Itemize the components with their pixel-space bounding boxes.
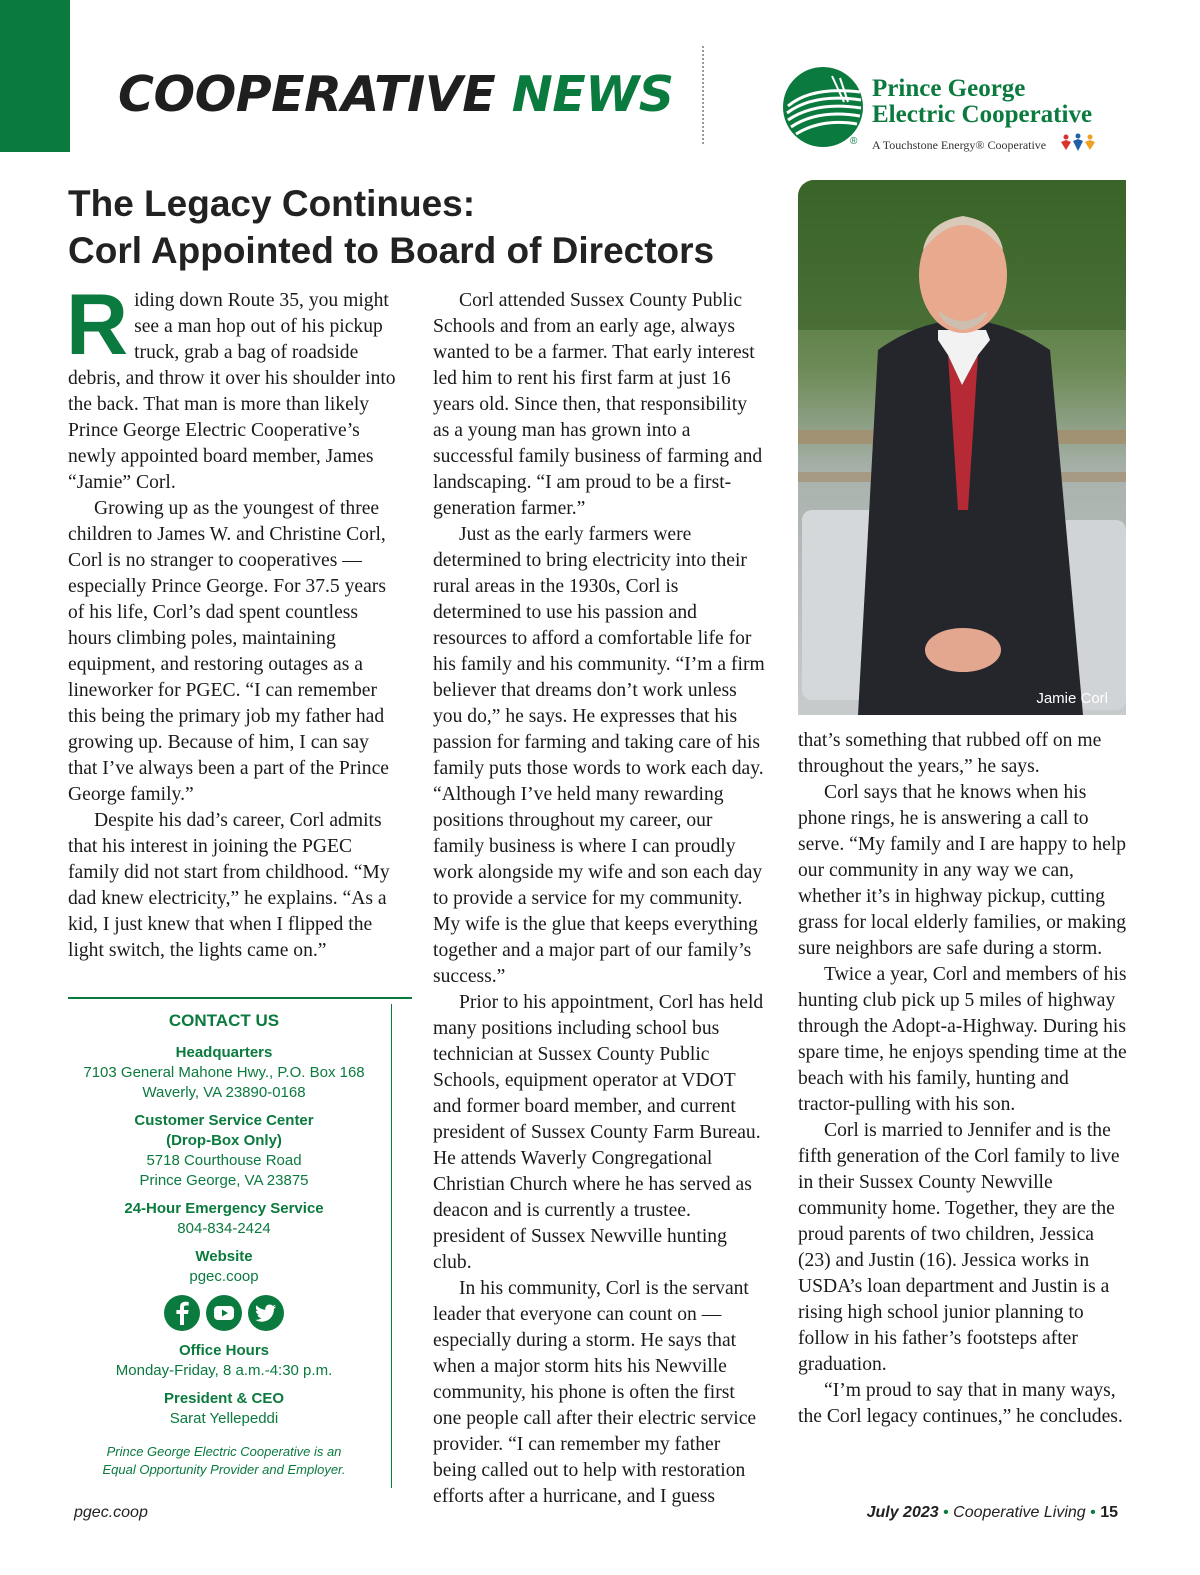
article-paragraph: Twice a year, Corl and members of his hunting club pick up 5 miles of highway through the Adopt-a-Highway. During his spare time, he enjoys spending time at the beach with his family, hunting and tractor-pulling with his son.: [798, 964, 1127, 1115]
emergency-label: 24-Hour Emergency Service: [124, 1200, 324, 1217]
drop-cap: R: [66, 277, 129, 373]
section-masthead: [118, 66, 674, 123]
masthead-word-news: NEWS: [511, 66, 674, 123]
logo-name-line2: Electric Cooperative: [872, 101, 1093, 128]
footer-separator: •: [1090, 1504, 1096, 1521]
eop-line2: Equal Opportunity Provider and Employer.: [102, 1462, 346, 1477]
headquarters-address-line2: Waverly, VA 23890-0168: [142, 1084, 306, 1101]
contact-title: CONTACT US: [168, 1011, 280, 1030]
footer-folio: [867, 1504, 1118, 1522]
service-center-sublabel: (Drop-Box Only): [166, 1132, 282, 1149]
website-label: Website: [195, 1248, 253, 1265]
headquarters-label: Headquarters: [175, 1044, 273, 1061]
social-icons: [68, 1295, 380, 1331]
equal-opportunity-statement: [68, 1443, 380, 1479]
headline-line2: Corl Appointed to Board of Directors: [68, 230, 715, 271]
article-paragraph: Prior to his appointment, Corl has held many positions including school bus technician at Sussex County Public Schools, equipment operator at VDOT and former board member, and current president of Sussex County Farm Bureau. He attends Waverly Congregational Christian Church where he has served as deacon and is currently a trustee. president of Sussex Newville hunting club.: [433, 992, 764, 1273]
article-paragraph: “I’m proud to say that in many ways, the Corl legacy continues,” he concludes.: [798, 1380, 1123, 1427]
contact-ceo: [68, 1389, 380, 1429]
logo-name-line1: Prince George: [872, 75, 1026, 102]
ceo-label: President & CEO: [163, 1390, 285, 1407]
eop-line1: Prince George Electric Cooperative is an: [106, 1444, 342, 1459]
article-paragraph: [66, 277, 398, 496]
article-paragraph: Corl is married to Jennifer and is the fifth generation of the Corl family to live in their Sussex County Newville community home. Together, they are the proud parents of two children, Jessica (23) and Justin (16). Jessica works in USDA’s loan department and Justin is a rising high school junior planning to follow in his father’s footsteps after graduation.: [798, 1120, 1120, 1375]
footer-date: July 2023: [866, 1504, 939, 1521]
paragraph-text: iding down Route 35, you might see a man hop out of his pickup truck, grab a bag of roadside debris, and throw it over his shoulder into the back. That man is more than likely Prince George Electric Cooperative’s newly appointed board member, James “Jamie” Corl.: [68, 290, 396, 493]
office-hours-value: Monday-Friday, 8 a.m.-4:30 p.m.: [115, 1362, 333, 1379]
article-column-3: [798, 728, 1128, 1430]
article-column-1: [66, 277, 398, 964]
portrait-image: [798, 180, 1126, 715]
contact-headquarters: [68, 1043, 380, 1103]
youtube-icon[interactable]: [206, 1295, 242, 1331]
article-paragraph: Corl attended Sussex County Public Schools and from an early age, always wanted to be a farmer. That early interest led him to rent his first farm at just 16 years old. Since then, that responsibility as a young man has grown into a successful family business of farming and landscaping. “I am proud to be a first-generation farmer.”: [433, 290, 763, 519]
footer-separator: •: [943, 1504, 949, 1521]
contact-website: [68, 1247, 380, 1287]
article-paragraph: Just as the early farmers were determined to bring electricity into their rural areas in the 1930s, Corl is determined to use his passion and resources to afford a comfortable life for his family and his community. “I’m a firm believer that dreams don’t work unless you do,” he says. He expresses that his passion for farming and taking care of his family puts those words to work each day. “Although I’ve held many rewarding positions throughout my career, our family business is where I can proudly work alongside my wife and son each day to provide a service for my community. My wife is the glue that keeps everything together and a major part of our family’s success.”: [433, 524, 765, 987]
website-link[interactable]: pgec.coop: [189, 1268, 259, 1285]
twitter-icon[interactable]: [248, 1295, 284, 1331]
contact-office-hours: [68, 1341, 380, 1381]
pgec-logo: [782, 66, 1112, 158]
service-center-label: Customer Service Center: [134, 1112, 314, 1129]
article-paragraph: Corl says that he knows when his phone rings, he is answering a call to serve. “My family and I are happy to help our community in any way we can, whether it’s in highway pickup, cutting grass for local elderly families, or making sure neighbors are safe during a storm.: [798, 782, 1127, 959]
service-center-address-line2: Prince George, VA 23875: [139, 1172, 309, 1189]
facebook-icon[interactable]: [164, 1295, 200, 1331]
touchstone-people-icon: [1058, 132, 1098, 156]
emergency-phone[interactable]: 804-834-2424: [177, 1220, 271, 1237]
contact-emergency: [68, 1199, 380, 1239]
contact-top-rule: [68, 997, 412, 999]
green-corner-tab: [0, 0, 70, 152]
logo-tagline: A Touchstone Energy® Cooperative: [872, 138, 1047, 152]
article-column-2: [433, 288, 765, 1510]
footer-publication: Cooperative Living: [953, 1504, 1086, 1521]
article-paragraph: that’s something that rubbed off on me throughout the years,” he says.: [798, 730, 1102, 777]
contact-us-box: [68, 1010, 380, 1479]
page-number: 15: [1100, 1504, 1118, 1521]
contact-side-rule: [391, 1004, 392, 1488]
portrait-photo: [798, 180, 1126, 715]
article-headline: [68, 180, 714, 274]
masthead-divider: [702, 46, 704, 144]
service-center-address-line1: 5718 Courthouse Road: [146, 1152, 302, 1169]
article-paragraph: Growing up as the youngest of three children to James W. and Christine Corl, Corl is no stranger to cooperatives — especially Prince George. For 37.5 years of his life, Corl’s dad spent countless hours climbing poles, maintaining equipment, and restoring outages as a lineworker for PGEC. “I can remember this being the primary job my father had growing up. Because of him, I can say that I’ve always been a part of the Prince George family.”: [68, 498, 389, 805]
office-hours-label: Office Hours: [178, 1342, 269, 1359]
headquarters-address-line1: 7103 General Mahone Hwy., P.O. Box 168: [83, 1064, 365, 1081]
footer-website[interactable]: pgec.coop: [74, 1504, 148, 1521]
ceo-name: Sarat Yellepeddi: [169, 1410, 279, 1427]
article-paragraph: Despite his dad’s career, Corl admits that his interest in joining the PGEC family did not start from childhood. “My dad knew electricity,” he explains. “As a kid, I just knew that when I flipped the light switch, the lights came on.”: [68, 810, 390, 961]
headline-line1: The Legacy Continues:: [68, 183, 476, 224]
logo-registered-mark: ®: [850, 136, 858, 147]
article-paragraph: In his community, Corl is the servant leader that everyone can count on — especially during a storm. He says that when a major storm hits his Newville community, his phone is often the first one people call after their electric service provider. “I can remember my father being called out to help with restoration efforts after a hurricane, and I guess: [433, 1278, 757, 1507]
photo-caption: Jamie Corl: [1036, 690, 1108, 707]
contact-service-center: [68, 1111, 380, 1191]
masthead-word-cooperative: COOPERATIVE: [118, 66, 496, 123]
